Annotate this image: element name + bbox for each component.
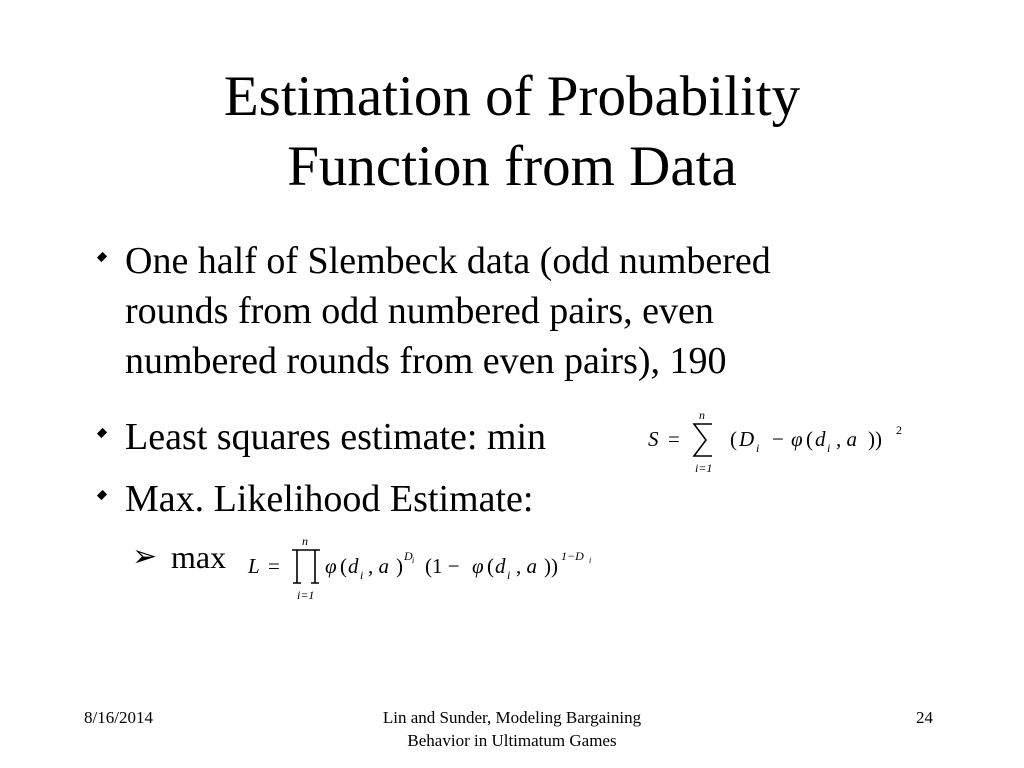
- formula-s-lower: i=1: [695, 461, 713, 475]
- footer-page-number: 24: [916, 708, 933, 727]
- bullet-text: Least squares estimate: min: [125, 416, 547, 458]
- formula-l-upper: n: [302, 534, 308, 548]
- bullet-text-line-2: rounds from odd numbered pairs, even: [125, 290, 714, 332]
- slide-title: [0, 62, 1024, 202]
- diamond-bullet-icon: [92, 236, 114, 261]
- formula-s-sub-i2: i: [827, 441, 831, 455]
- footer-date: 8/16/2014: [84, 708, 153, 727]
- title-line-1: Estimation of Probability: [223, 65, 801, 128]
- formula-s-sub-i: i: [756, 441, 760, 455]
- formula-s-minus: −: [772, 427, 784, 451]
- svg-text:(: (: [487, 554, 494, 578]
- likelihood-formula: [240, 533, 620, 603]
- sub-bullet-text: max: [171, 539, 227, 575]
- footer-citation: [312, 706, 712, 752]
- summation-icon: [694, 424, 712, 456]
- formula-s-close: )): [868, 427, 882, 451]
- svg-text:(: (: [340, 554, 347, 578]
- svg-text:i: i: [412, 556, 415, 565]
- formula-s-paren: (: [806, 427, 813, 451]
- formula-l-eq: =: [268, 554, 280, 578]
- bullet-text-line-3: numbered rounds from even pairs), 190: [125, 340, 727, 382]
- formula-l-phi: φ: [325, 554, 337, 578]
- title-line-2: Function from Data: [287, 135, 737, 198]
- formula-l-a2: , a: [516, 554, 537, 578]
- footer-citation-line-1: Lin and Sunder, Modeling Bargaining: [382, 708, 642, 727]
- product-icon: [292, 550, 320, 583]
- formula-l-one-minus: (1 −: [425, 554, 460, 578]
- formula-l-exp-D: D: [404, 549, 413, 563]
- bullet-text-line-1: One half of Slembeck data (odd numbered: [125, 240, 771, 282]
- formula-s-lhs: S: [648, 427, 659, 451]
- svg-text:): ): [396, 554, 403, 578]
- svg-text:i: i: [589, 556, 592, 565]
- diamond-bullet-icon: [92, 474, 114, 499]
- arrow-bullet-icon: ➢: [132, 540, 158, 573]
- formula-s-upper: n: [699, 408, 705, 422]
- formula-s-D: D: [739, 427, 755, 451]
- svg-text:)): )): [544, 554, 558, 578]
- formula-l-sub-i2: i: [507, 568, 511, 582]
- bullet-text: Max. Likelihood Estimate:: [125, 478, 534, 520]
- formula-s-open: (: [730, 427, 737, 451]
- formula-l-phi2: φ: [472, 554, 484, 578]
- formula-l-exp-1mD: 1−D: [561, 549, 584, 563]
- formula-l-lhs: L: [248, 554, 260, 578]
- formula-s-phi: φ: [791, 427, 803, 451]
- formula-s-d: d: [815, 427, 826, 451]
- least-squares-formula: [646, 406, 916, 476]
- formula-l-sub-i: i: [360, 568, 364, 582]
- formula-s-eq: =: [668, 427, 680, 451]
- formula-l-lower: i=1: [297, 588, 315, 602]
- formula-l-d2: d: [495, 554, 506, 578]
- formula-l-d: d: [348, 554, 359, 578]
- formula-s-exp: 2: [896, 423, 902, 437]
- formula-s-a: , a: [836, 427, 857, 451]
- footer-citation-line-2: Behavior in Ultimatum Games: [407, 731, 617, 750]
- formula-l-a: , a: [368, 554, 389, 578]
- diamond-bullet-icon: [92, 412, 114, 437]
